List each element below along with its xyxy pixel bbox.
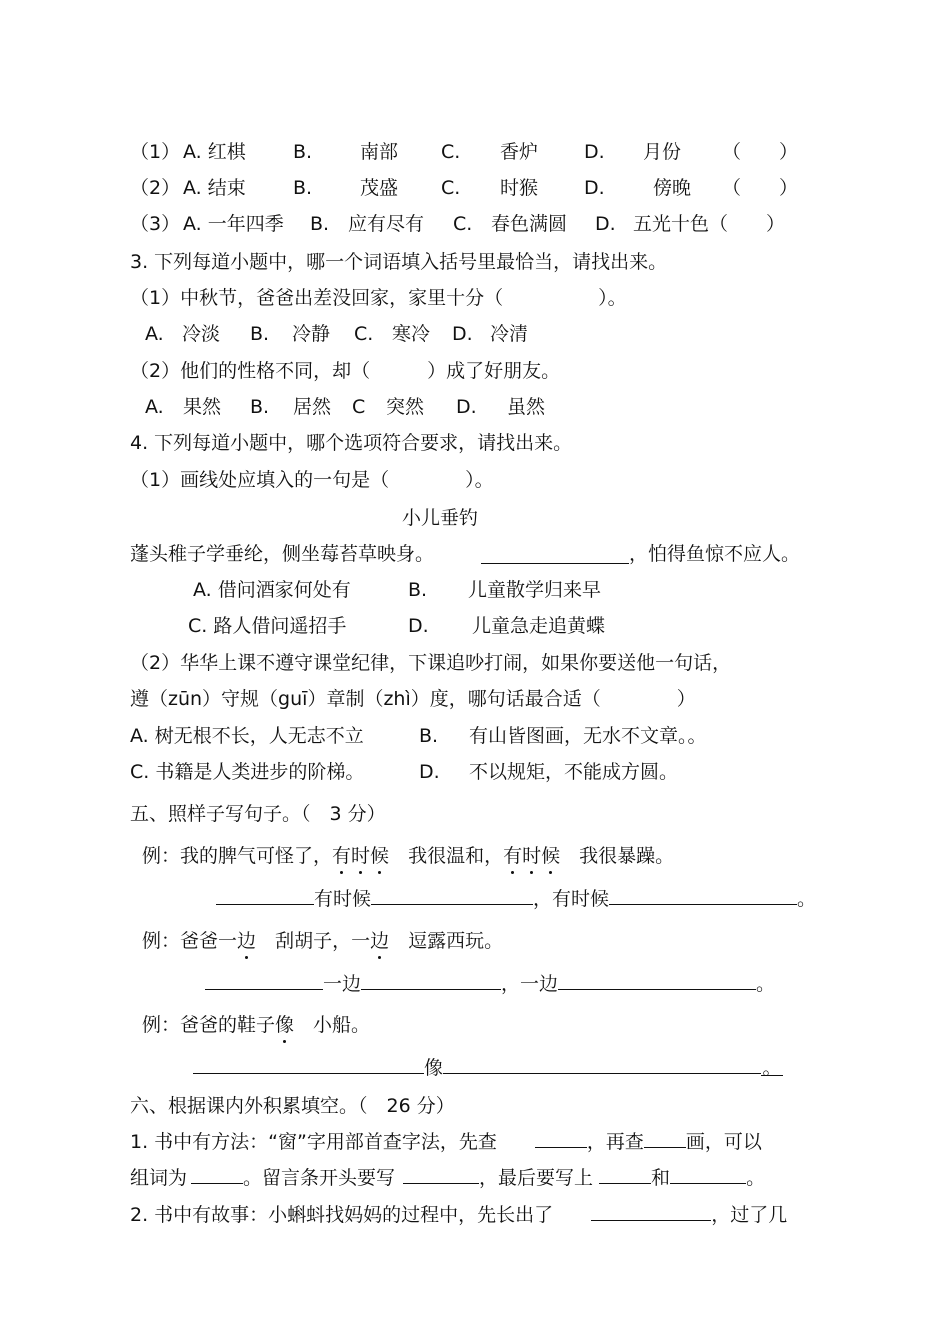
blank[interactable] [193,1053,424,1074]
poem-option-d-label: D. [408,615,429,637]
option-d-word: 月份 [643,141,682,163]
emphasis-word: 有时候 [332,845,390,867]
poem-option-c: C. 路人借问遥招手 [188,615,347,637]
example-text: 例：爸爸的鞋子 [142,1014,276,1036]
option-b-word: 南部 [360,141,399,163]
blank[interactable] [609,884,797,905]
option-b-word: 应有尽有 [348,213,425,235]
option-a-label: A. [145,323,164,345]
fill-line-3 [193,1053,783,1081]
example-text: 刮胡子， [275,930,352,952]
fill-line-1 [216,884,816,912]
q3-title: 3. 下列每道小题中，哪一个词语填入括号里最恰当，请找出来。 [130,251,668,273]
blank[interactable] [403,1163,479,1184]
option-b-label: B. [293,141,313,163]
option-b-word: 冷静 [292,323,331,345]
text: 画，可以 [685,1131,762,1153]
blank[interactable] [670,1163,746,1184]
row-number: （2） [130,177,181,199]
option-c-label: C [352,396,366,418]
q3-sentence-2: （2）他们的性格不同，却（ ）成了好朋友。 [130,360,561,382]
row-number: （3） [130,213,181,235]
text: 1. 书中有方法：“窗”字用部首查字法，先查 [130,1131,497,1153]
poem-option-a: A. 借问酒家何处有 [193,579,351,601]
option-d-word: 虽然 [507,396,546,418]
blank[interactable] [591,1200,711,1221]
option-d-label: D. [456,396,477,418]
option-c-label: C. [354,323,374,345]
poem-line-2: ，怕得鱼惊不应人。 [629,543,801,565]
blank[interactable] [599,1163,651,1184]
motto-option-c: C. 书籍是人类进步的阶梯。 [130,761,365,783]
text: 2. 书中有故事：小蝌蚪找妈妈的过程中，先长出了 [130,1204,554,1226]
option-c-word: 突然 [386,396,425,418]
period: 。 [756,973,776,995]
example-text: 例：爸爸 [142,930,219,952]
option-d-word: 傍晚 [653,177,692,199]
connector: 一边 [323,973,362,995]
option-c-label: C. [441,141,461,163]
option-c-label: C. [441,177,461,199]
option-a: A. 一年四季 [183,213,284,235]
text: 。留言条开头要写 [243,1167,396,1189]
section-6-line-2 [130,1163,765,1191]
example-text: 小船。 [313,1014,371,1036]
poem-option-d-word: 儿童急走追黄蝶 [472,615,606,637]
blank[interactable] [205,969,323,990]
option-c-word: 寒冷 [392,323,431,345]
motto-option-a: A. 树无根不长，人无志不立 [130,725,364,747]
option-d-word: 五光十色（ ） [633,213,786,235]
motto-option-b-label: B. [419,725,439,747]
period: 。 [762,1057,782,1079]
blank[interactable] [371,884,533,905]
section-5-title: 五、照样子写句子。（ 3 分） [130,803,386,825]
option-a: A. 红棋 [183,141,246,163]
q3-sentence-1: （1）中秋节，爸爸出差没回家，家里十分（ ）。 [130,287,627,309]
poem-option-b-word: 儿童散学归来早 [468,579,602,601]
example-text: 例：我的脾气可怪了， [142,845,333,867]
emphasis-word: 像 [275,1014,295,1036]
option-c-label: C. [453,213,473,235]
example-text: 逗露西玩。 [408,930,504,952]
text: 和 [651,1167,671,1189]
section-6-line-1 [130,1127,762,1155]
example-3 [142,1012,370,1038]
section-6-title: 六、根据课内外积累填空。（ 26 分） [130,1095,455,1117]
emphasis-word: 一边 [351,930,390,952]
emphasis-word: 有时候 [503,845,561,867]
option-d-word: 冷清 [490,323,529,345]
example-text: 我很温和， [408,845,504,867]
motto-option-d-word: 不以规矩，不能成方圆。 [469,761,679,783]
connector: ，有时候 [533,888,610,910]
blank[interactable] [644,1127,686,1148]
fill-line-2 [205,969,775,997]
section-6-line-3 [130,1200,787,1228]
option-b-word: 居然 [293,396,332,418]
option-d-label: D. [452,323,473,345]
example-text: 我很暴躁。 [579,845,675,867]
q4-title: 4. 下列每道小题中，哪个选项符合要求，请找出来。 [130,432,573,454]
blank[interactable] [191,1163,243,1184]
q4-sentence-2: （2）华华上课不遵守课堂纪律，下课追吵打闹，如果你要送他一句话， [130,652,732,674]
blank[interactable] [558,969,756,990]
option-c-word: 春色满圆 [491,213,568,235]
connector: ，一边 [501,973,559,995]
option-a-label: A. [145,396,164,418]
blank[interactable] [535,1127,587,1148]
option-c-word: 时猴 [500,177,539,199]
text: 组词为 [130,1167,188,1189]
option-b-label: B. [250,323,270,345]
option-b-word: 茂盛 [360,177,399,199]
text: 。 [746,1167,766,1189]
connector: 像 [424,1057,444,1079]
q4-sentence-2b: 遵（zūn）守规（guī）章制（zhì）度，哪句话最合适（ ） [130,688,696,710]
blank[interactable] [216,884,314,905]
emphasis-word: 一边 [218,930,257,952]
example-1 [142,843,674,869]
option-d-label: D. [584,177,605,199]
poem-line-1: 蓬头稚子学垂纶，侧坐莓苔草映身。 [130,543,435,565]
motto-option-b-word: 有山皆图画，无水不文章。。 [469,725,707,747]
option-d-label: D. [595,213,616,235]
option-a-word: 果然 [183,396,222,418]
option-b-label: B. [310,213,330,235]
q4-sentence-1: （1）画线处应填入的一句是（ ）。 [130,469,494,491]
option-b-label: B. [250,396,270,418]
answer-paren: （ ） [722,141,799,163]
answer-paren: （ ） [722,177,799,199]
blank[interactable] [443,1053,761,1074]
poem-blank[interactable] [481,543,629,564]
row-number: （1） [130,141,181,163]
text: ，再查 [586,1131,644,1153]
option-a: A. 结束 [183,177,246,199]
option-d-label: D. [584,141,605,163]
option-c-word: 香炉 [500,141,539,163]
example-2 [142,928,503,954]
connector: 有时候 [314,888,372,910]
option-a-word: 冷淡 [182,323,221,345]
motto-option-d-label: D. [419,761,440,783]
poem-option-b-label: B. [408,579,428,601]
option-b-label: B. [293,177,313,199]
text: ，最后要写上 [479,1167,594,1189]
blank[interactable] [361,969,501,990]
text: ，过了几 [711,1204,788,1226]
poem-title: 小儿垂钓 [402,507,479,529]
period: 。 [797,888,817,910]
